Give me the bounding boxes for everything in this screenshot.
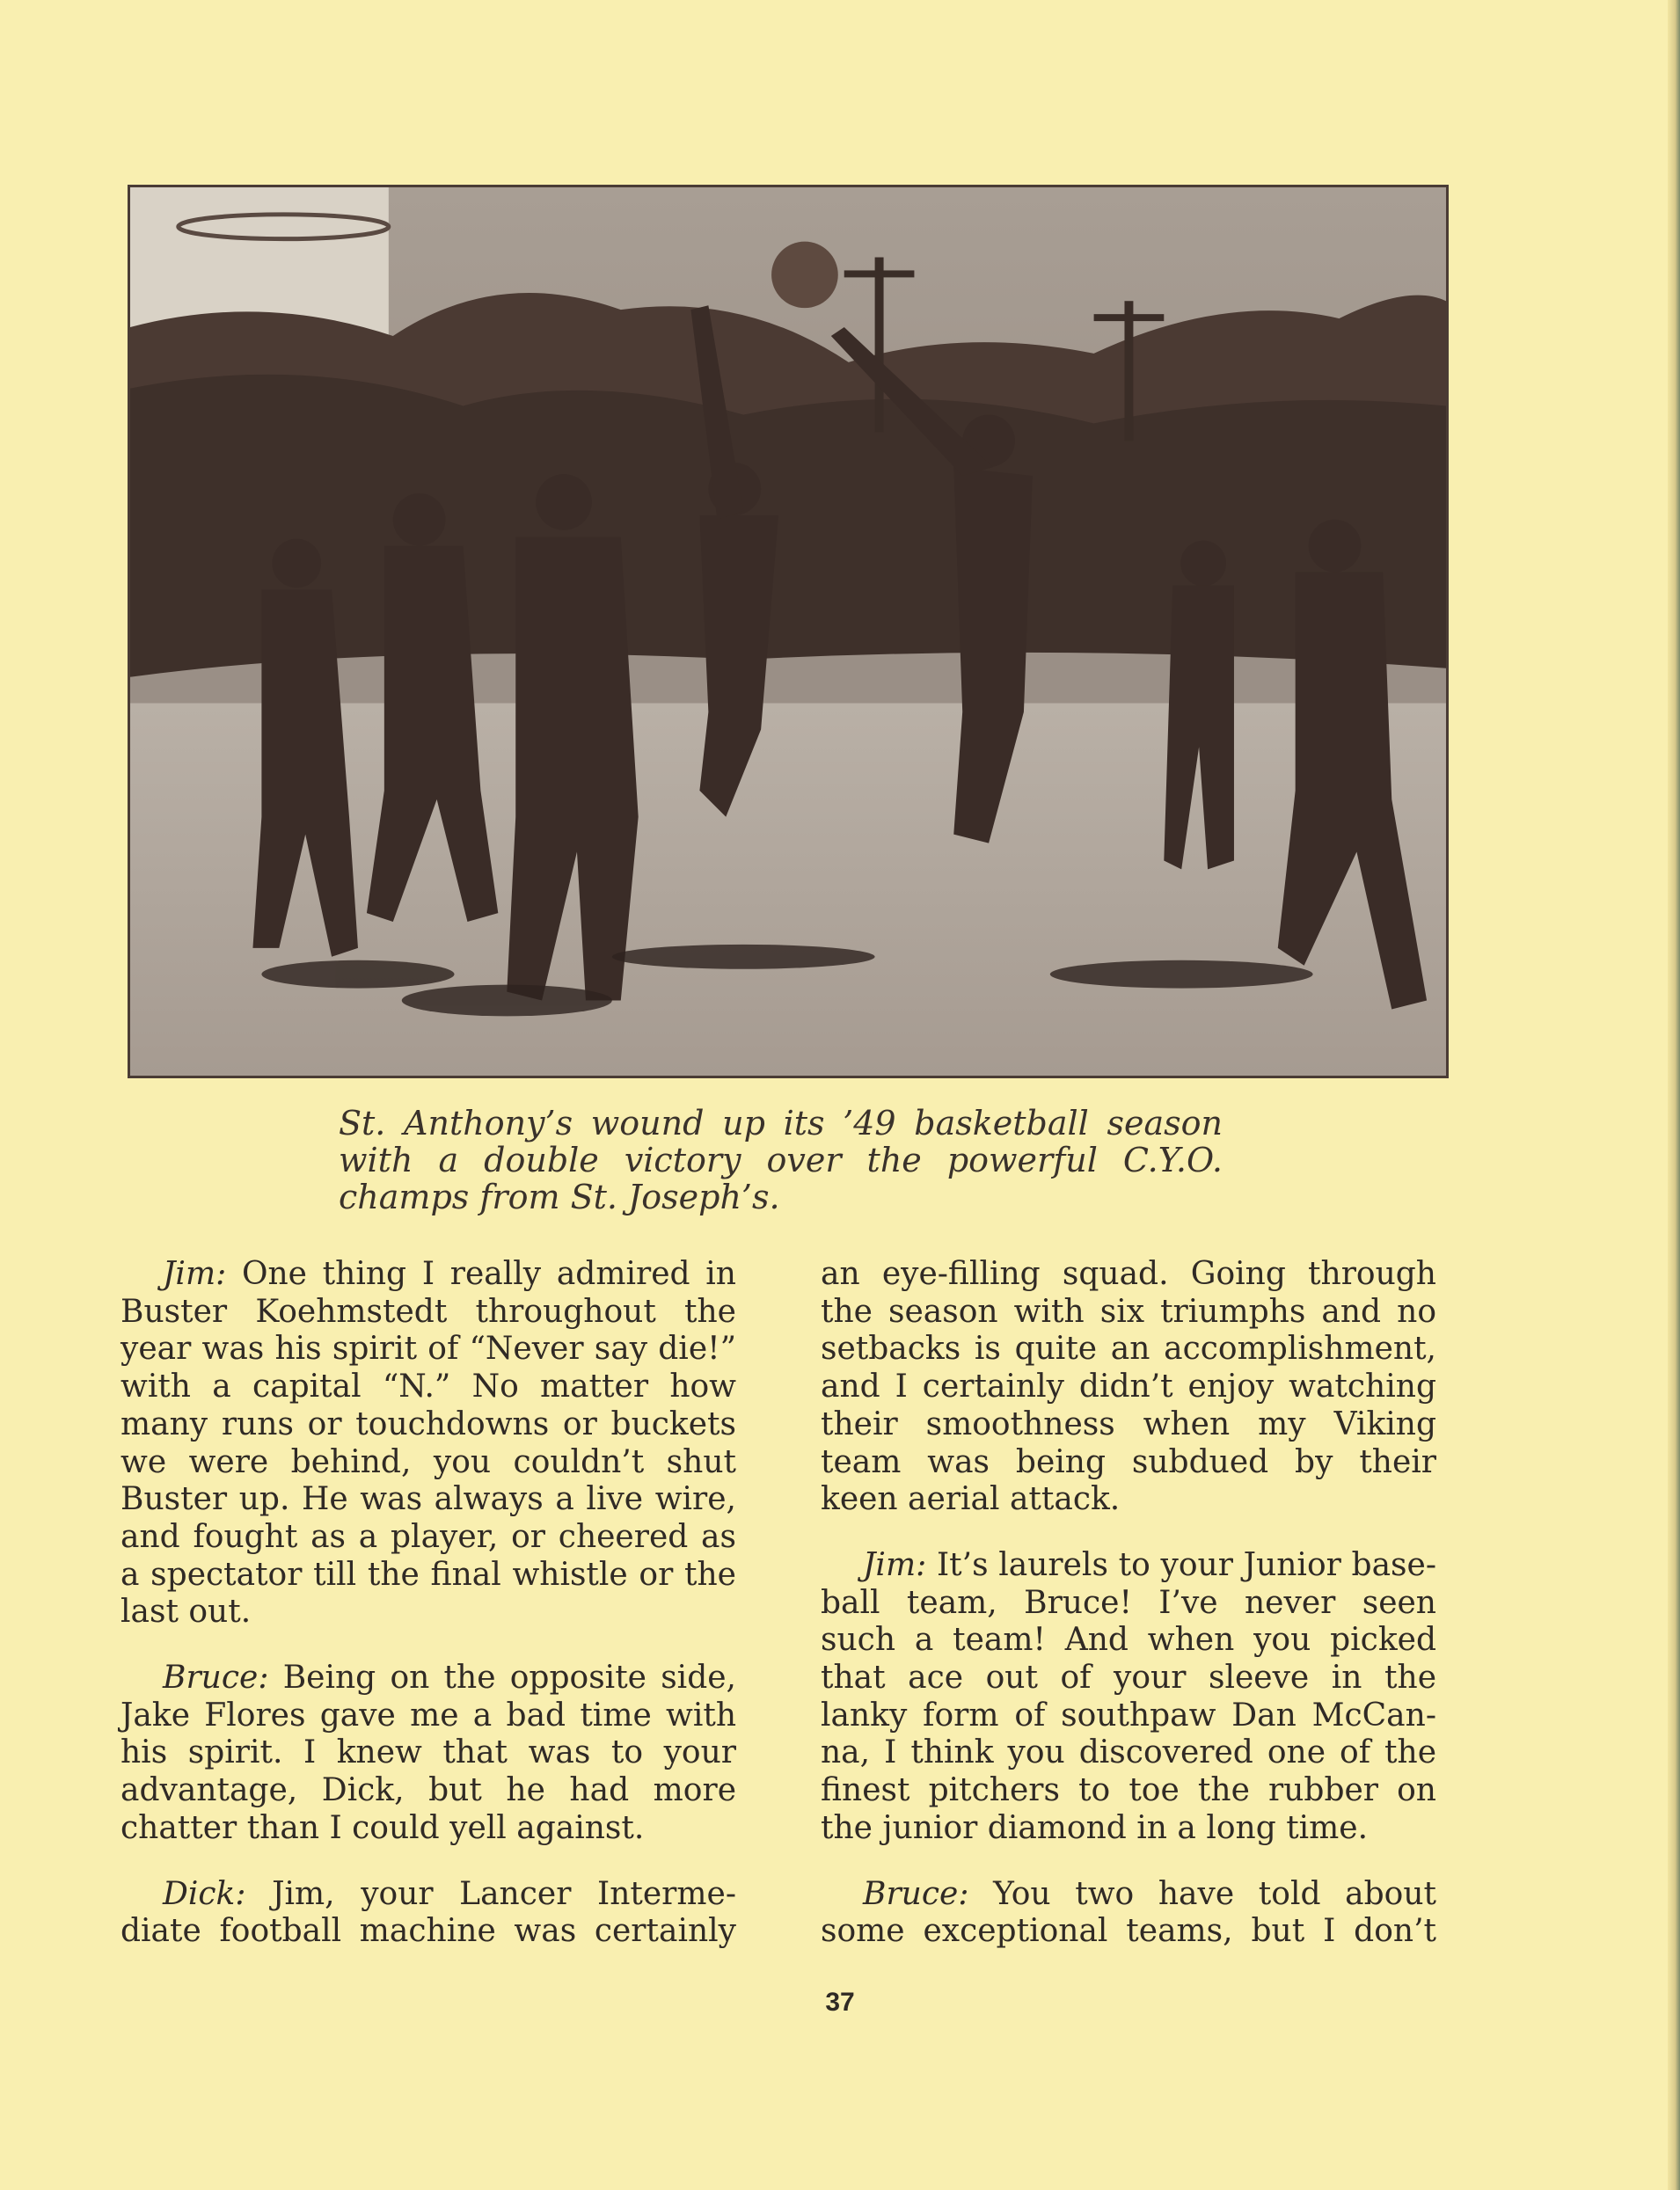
- caption-line: with a double victory over the powerful C.Y.O.: [339, 1141, 1223, 1179]
- paragraph-first-line: [821, 1547, 1436, 1585]
- speaker-label: Bruce:: [863, 1875, 969, 1912]
- speaker-label: Bruce:: [163, 1660, 269, 1697]
- paragraph-dick-1: [121, 1876, 736, 1951]
- paragraph-line: last out.: [121, 1594, 252, 1631]
- paragraph-first-line: [121, 1256, 736, 1294]
- paragraph-line: we were behind, you couldn’t shut: [121, 1443, 736, 1480]
- paragraph-line: ball team, Bruce! I’ve never seen: [821, 1584, 1436, 1621]
- paragraph-line: team was being subdued by their: [821, 1443, 1436, 1480]
- utility-pole: [1124, 301, 1133, 441]
- speaker-label: Dick:: [163, 1875, 246, 1912]
- photo-caption: [339, 1105, 1223, 1215]
- speaker-label: Jim:: [163, 1256, 227, 1292]
- paragraph-text: You two have told about: [993, 1875, 1436, 1912]
- paragraph-line: finest pitchers to toe the rubber on: [821, 1772, 1436, 1809]
- paragraph-bruce-1: [121, 1660, 736, 1848]
- left-column: [121, 1256, 736, 1979]
- basketball: [771, 242, 838, 309]
- paragraph-line: Jake Flores gave me a bad time with: [121, 1697, 736, 1734]
- paragraph-line: chatter than I could yell against.: [121, 1809, 645, 1846]
- paragraph-line: setbacks is quite an accomplishment,: [821, 1331, 1436, 1368]
- paragraph-line: diate football machine was certainly: [121, 1913, 736, 1950]
- paragraph-text: Jim, your Lancer Interme-: [272, 1875, 736, 1912]
- paragraph-line: and fought as a player, or cheered as: [121, 1518, 736, 1555]
- paragraph-line: their smoothness when my Viking: [821, 1405, 1436, 1442]
- paragraph-line: Buster Koehmstedt throughout the: [121, 1293, 736, 1330]
- paragraph-line: a spectator till the final whistle or the: [121, 1556, 736, 1593]
- utility-pole: [875, 258, 884, 433]
- page-number: 37: [825, 1988, 855, 2017]
- paragraph-first-line: [121, 1660, 736, 1697]
- paragraph-first-line: [821, 1876, 1436, 1914]
- speaker-label: Jim:: [863, 1546, 927, 1583]
- paragraph-line: advantage, Dick, but he had more: [121, 1772, 736, 1809]
- paragraph-text: Being on the opposite side,: [282, 1660, 736, 1697]
- paragraph-line: that ace out of your sleeve in the: [821, 1660, 1436, 1697]
- paragraph-line: the junior diamond in a long time.: [821, 1809, 1369, 1846]
- caption-line: champs from St. Joseph’s.: [339, 1178, 780, 1216]
- basketball-game-photo: [128, 185, 1449, 1078]
- paragraph-line: some exceptional teams, but I don’t: [821, 1913, 1436, 1950]
- paragraph-jim-1: [121, 1256, 736, 1632]
- paragraph-first-line: [121, 1876, 736, 1914]
- caption-line: St. Anthony’s wound up its ’49 basketball season: [339, 1104, 1223, 1142]
- paragraph-line: keen aerial attack.: [821, 1481, 1121, 1518]
- paragraph-text: One thing I really admired in: [241, 1256, 736, 1292]
- photo-illustration: [130, 187, 1446, 1076]
- paragraph-bruce-2: [821, 1876, 1436, 1951]
- paragraph-line: na, I think you discovered one of the: [821, 1734, 1436, 1771]
- paragraph-line: and I certainly didn’t enjoy watching: [821, 1369, 1436, 1405]
- paragraph-line: an eye-filling squad. Going through: [821, 1256, 1436, 1292]
- paragraph-line: year was his spirit of “Never say die!”: [121, 1331, 736, 1368]
- paragraph-jim-2: [821, 1547, 1436, 1848]
- paragraph-line: with a capital “N.” No matter how: [121, 1369, 736, 1405]
- paragraph-line: such a team! And when you picked: [821, 1622, 1436, 1659]
- right-column: [821, 1256, 1436, 1979]
- paragraph-line: his spirit. I knew that was to your: [121, 1734, 736, 1771]
- paragraph-line: the season with six triumphs and no: [821, 1293, 1436, 1330]
- paragraph-line: Buster up. He was always a live wire,: [121, 1481, 736, 1518]
- paragraph-line: lanky form of southpaw Dan McCan-: [821, 1697, 1436, 1734]
- paragraph-dick-continued: [821, 1256, 1436, 1519]
- page-edge: [1668, 0, 1680, 2190]
- paragraph-text: It’s laurels to your Junior base-: [936, 1546, 1436, 1583]
- paragraph-line: many runs or touchdowns or buckets: [121, 1405, 736, 1442]
